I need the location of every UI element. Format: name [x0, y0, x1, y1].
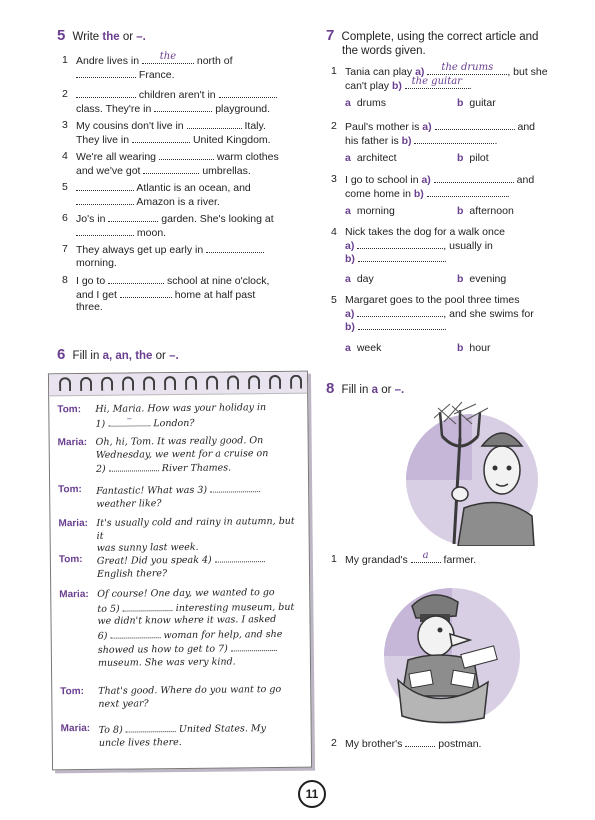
ex7-options: a drums b guitar: [345, 97, 496, 109]
answer-blank[interactable]: [210, 482, 260, 493]
ex7-options: a architect b pilot: [345, 152, 489, 164]
ex8-title: 8 Fill in a or –.: [326, 380, 405, 397]
page-number: 11: [298, 780, 326, 808]
answer-blank[interactable]: [215, 552, 265, 563]
answer-blank[interactable]: [126, 722, 176, 733]
ex6-title: 6 Fill in a, an, the or –.: [57, 346, 179, 363]
ex7-options: a week b hour: [345, 342, 491, 354]
answer-blank[interactable]: [414, 134, 494, 144]
answer-blank[interactable]: the guitar: [405, 79, 469, 89]
ex5-title: 5 Write the or –.: [57, 27, 146, 44]
dialogue-line: Maria: It's usually cold and rainy in autumn, but it was sunny last week.: [58, 515, 295, 554]
dialogue-line: Tom: Great! Did you speak 4) English there?: [59, 552, 305, 582]
dialogue-line: Tom: Fantastic! What was 3) weather like?: [58, 482, 304, 512]
answer-blank[interactable]: [159, 150, 214, 160]
answer-blank[interactable]: [132, 133, 190, 143]
postman-illustration: [366, 576, 536, 726]
answer-blank[interactable]: [358, 320, 444, 330]
answer-blank[interactable]: [76, 226, 134, 236]
ex5-item: 5 Atlantic is an ocean, and Amazon is a river.: [62, 181, 251, 208]
ex5-item: 2 children aren't in class. They're in playground.: [62, 88, 302, 115]
ex5-item: 7 They always get up early in morning.: [62, 243, 302, 269]
answer-blank[interactable]: [123, 601, 173, 612]
answer-blank[interactable]: [358, 252, 444, 262]
ex5-item: 6 Jo's in garden. She's looking at moon.: [62, 212, 274, 239]
answer-blank[interactable]: [427, 187, 507, 197]
answer-blank[interactable]: [110, 628, 160, 639]
ex7-options: a morning b afternoon: [345, 205, 514, 217]
answer-blank[interactable]: [434, 173, 514, 183]
ex5-item: 8 I go to school at nine o'clock, and I get home at half past three.: [62, 274, 270, 313]
answer-blank[interactable]: [76, 181, 134, 191]
dialogue-line: Maria: Oh, hi, Tom. It was really good. On Wednesday, we went for a cruise on 2) River Thames.: [57, 435, 269, 475]
answer-blank[interactable]: the drums: [427, 65, 507, 75]
farmer-illustration: [392, 398, 552, 546]
notebook-dialogue: [48, 371, 312, 771]
answer-blank[interactable]: [435, 120, 515, 130]
answer-blank[interactable]: [206, 243, 264, 253]
answer-blank[interactable]: [76, 195, 134, 205]
answer-blank[interactable]: [108, 212, 158, 222]
dialogue-line: Maria: To 8) United States. My uncle lives there.: [60, 722, 267, 749]
dialogue-line: Maria: Of course! One day, we wanted to go to 5) interesting museum, but we didn't know where it was. I asked 6) woman for help, and she showed us how to get to 7) museum. She was very kind.: [59, 587, 295, 669]
answer-blank[interactable]: [357, 307, 443, 317]
ex5-item: 4 We're all wearing warm clothes and we've got umbrellas.: [62, 150, 279, 177]
answer-blank[interactable]: [231, 641, 277, 651]
answer-blank[interactable]: [187, 119, 242, 129]
answer-blank[interactable]: [357, 239, 443, 249]
ex7-item: 5 Margaret goes to the pool three times a) , and she swims for b) .: [331, 294, 534, 333]
answer-blank[interactable]: [76, 68, 136, 78]
ex5-item: 3 My cousins don't live in Italy. They live in United Kingdom.: [62, 119, 271, 146]
answer-blank[interactable]: –: [108, 416, 150, 426]
answer-blank[interactable]: [120, 288, 172, 298]
notebook-spiral: [49, 372, 307, 397]
ex8-item: 2 My brother's postman.: [331, 737, 482, 750]
answer-blank[interactable]: [405, 737, 435, 747]
ex7-item: 4 Nick takes the dog for a walk once a) , usually in b) .: [331, 226, 505, 265]
ex8-item: 1 My grandad's a farmer.: [331, 550, 477, 566]
answer-blank[interactable]: [143, 164, 199, 174]
answer-blank[interactable]: [219, 88, 277, 98]
dialogue-line: Tom: Hi, Maria. How was your holiday in 1) – London?: [57, 402, 267, 430]
answer-blank[interactable]: [76, 88, 136, 98]
answer-blank[interactable]: [108, 274, 164, 284]
ex7-title: 7 Complete, using the correct article and the words given.: [326, 27, 539, 57]
dialogue-line: Tom: That's good. Where do you want to go next year?: [60, 683, 282, 710]
ex5-item: 1 Andre lives in the north of France.: [62, 51, 233, 81]
answer-blank[interactable]: [109, 461, 159, 472]
answer-blank[interactable]: the: [142, 54, 194, 64]
ex7-item: 1 Tania can play a) the drums , but she can't play b) the guitar .: [331, 62, 548, 92]
ex7-options: a day b evening: [345, 273, 507, 285]
answer-blank[interactable]: [154, 102, 212, 112]
ex7-item: 3 I go to school in a) and come home in b) .: [331, 173, 535, 200]
answer-blank[interactable]: a: [411, 553, 441, 563]
ex7-item: 2 Paul's mother is a) and his father is b) .: [331, 120, 536, 147]
